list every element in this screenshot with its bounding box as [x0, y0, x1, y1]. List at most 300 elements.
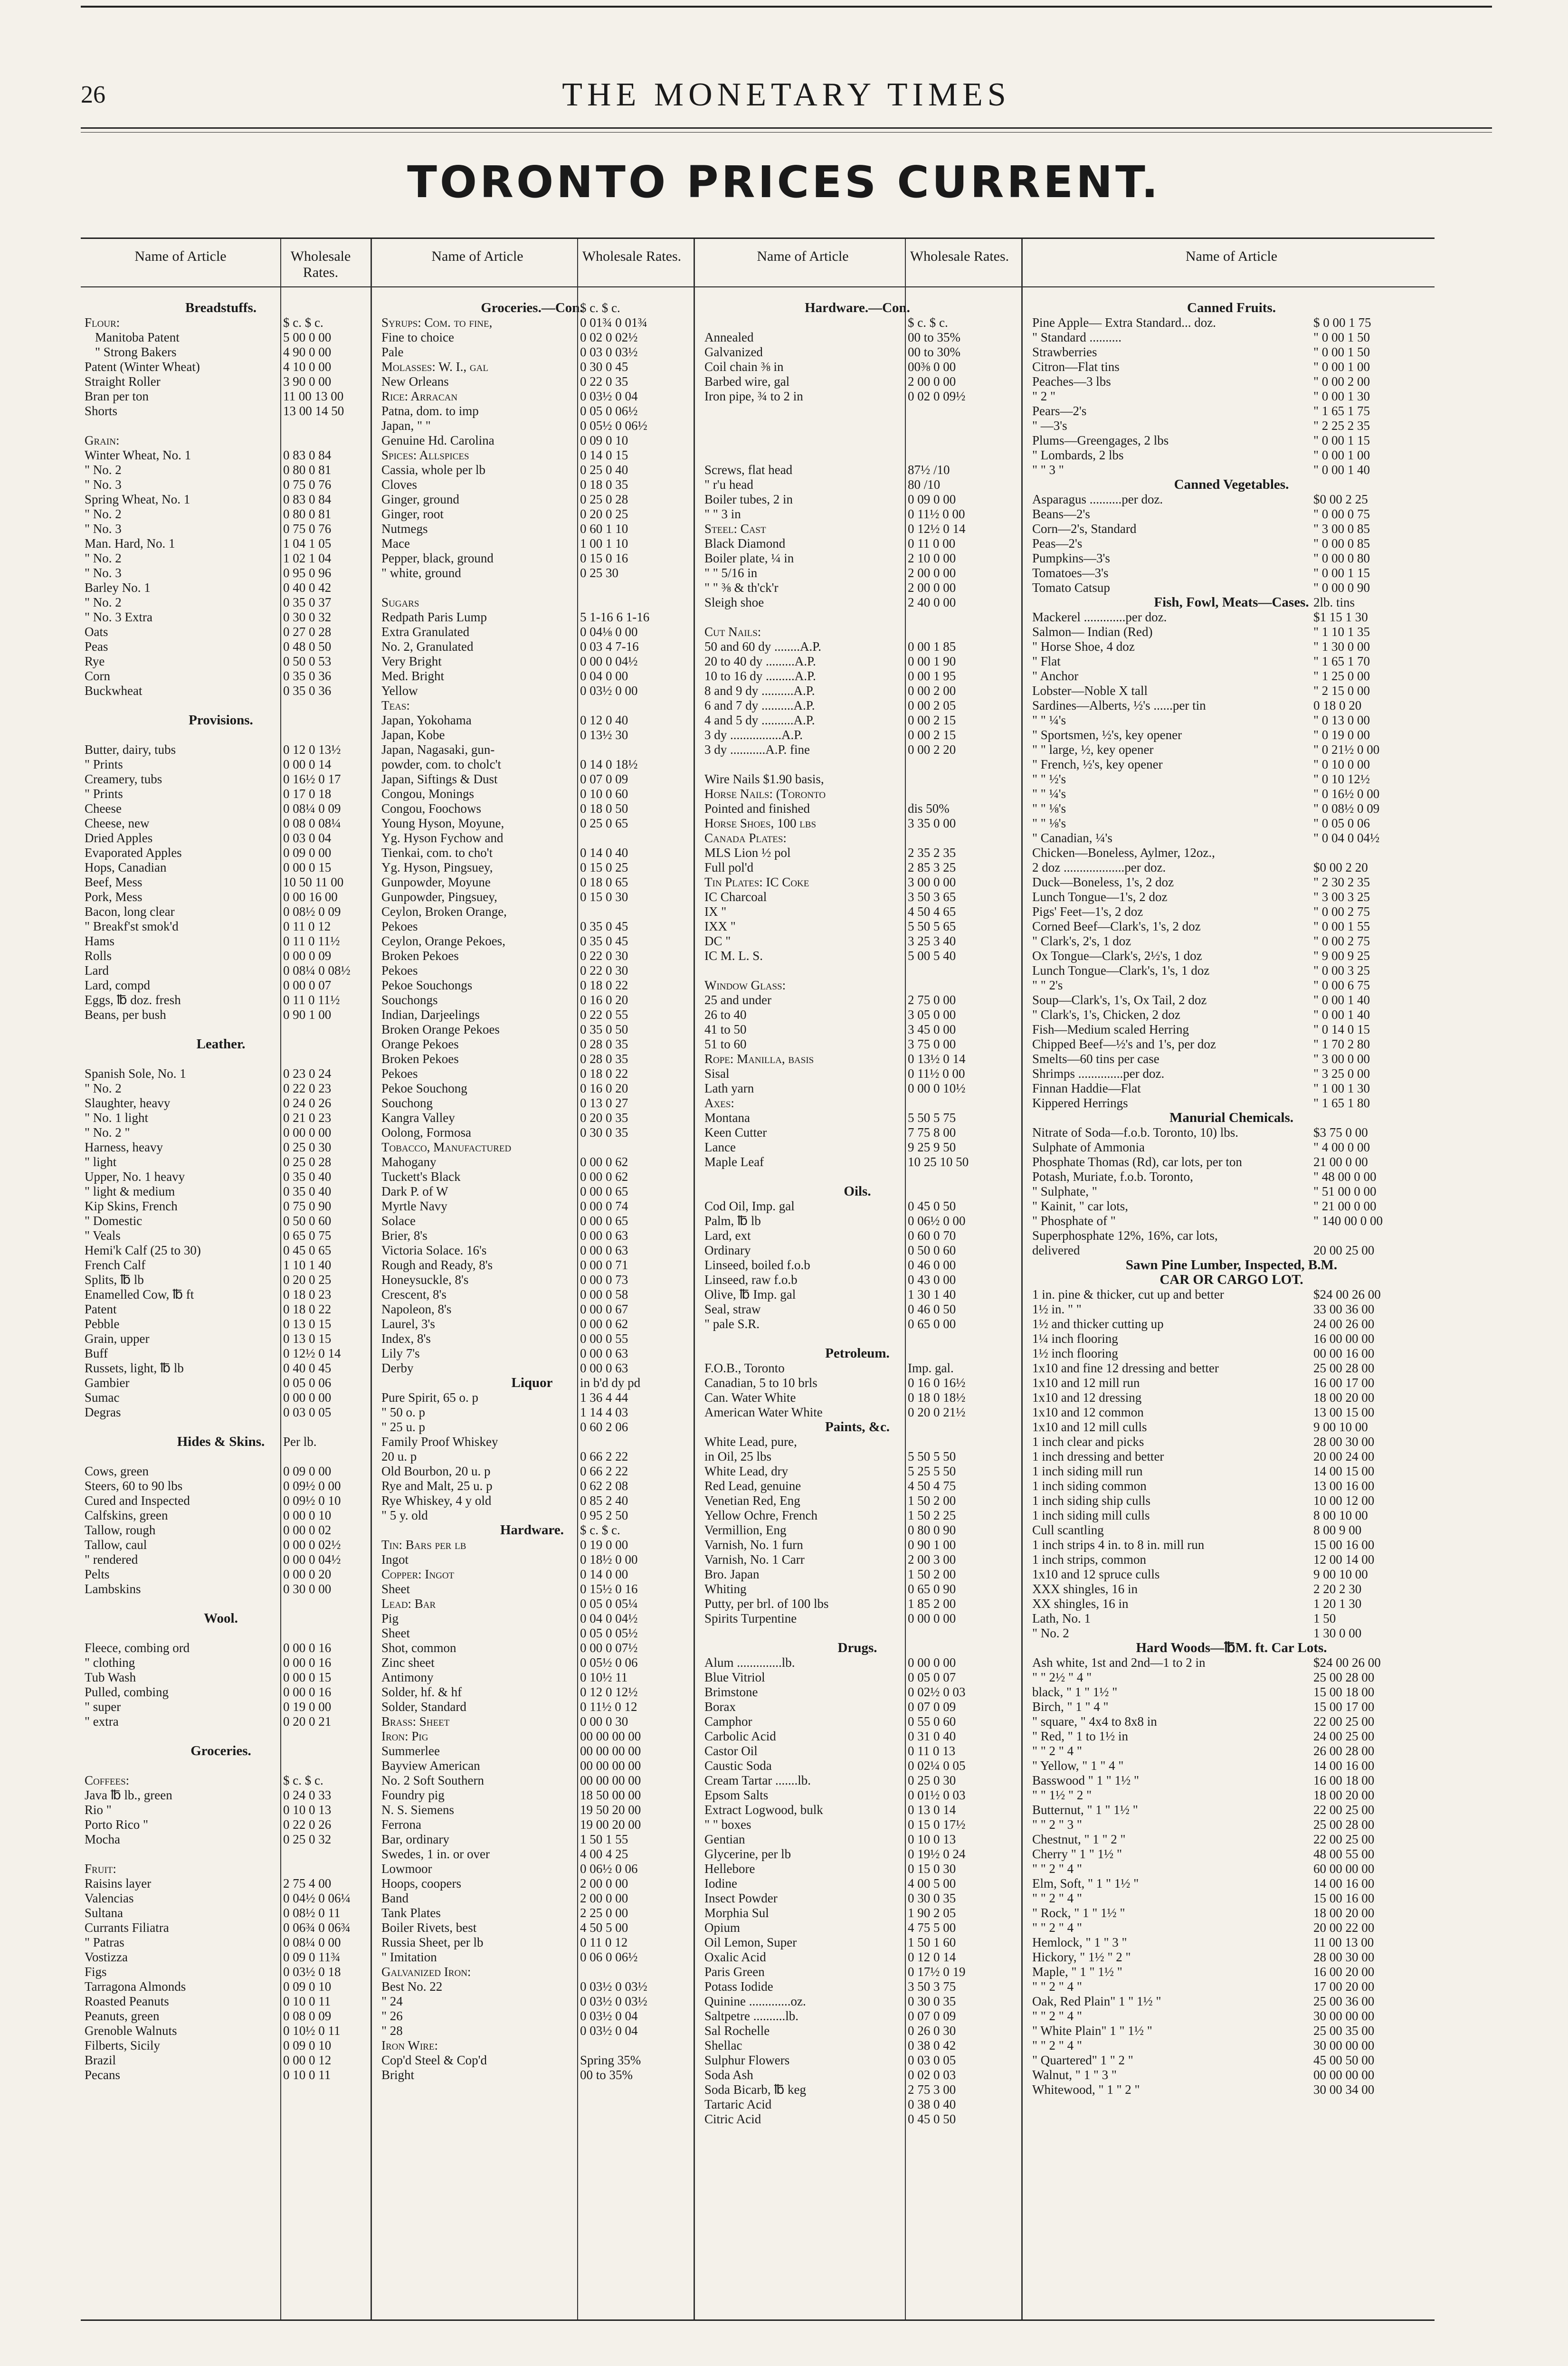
- price-row: [378, 890, 686, 904]
- article-name: Birch, " 1 " 4 ": [1032, 1700, 1109, 1714]
- price-table: [81, 238, 1435, 2321]
- price-row: [81, 1125, 361, 1140]
- article-name: Chicken—Boneless, Aylmer, 12oz.,: [1032, 846, 1215, 860]
- price-row: [1028, 1420, 1435, 1435]
- wholesale-rate: 2 00 0 00: [908, 580, 956, 595]
- wholesale-rate: 0 11½ 0 12: [580, 1700, 637, 1714]
- wholesale-rate: 0 00 0 15: [283, 1670, 332, 1684]
- article-name: Varnish, No. 1 furn: [704, 1538, 803, 1552]
- price-row: [378, 492, 686, 507]
- price-row: [1028, 831, 1435, 846]
- wholesale-rate: " 0 00 1 50: [1313, 330, 1370, 344]
- section-heading: [701, 1641, 1014, 1655]
- wholesale-rate: 0 10 0 11: [283, 1994, 331, 2008]
- price-row: [1028, 2068, 1435, 2082]
- article-name: N. S. Siemens: [381, 1803, 455, 1817]
- wholesale-rate: 0 50 0 60: [908, 1243, 956, 1257]
- article-name: Brass: Sheet: [381, 1714, 450, 1729]
- wholesale-rate: 5 00 0 00: [283, 330, 332, 344]
- price-row: [378, 625, 686, 639]
- article-name: Pumpkins—3's: [1032, 551, 1110, 565]
- price-row: [378, 1817, 686, 1832]
- price-row: [1028, 1066, 1435, 1081]
- wholesale-rate: 0 00 2 15: [908, 728, 956, 742]
- price-row: [1028, 404, 1435, 418]
- price-row: [1028, 1729, 1435, 1744]
- wholesale-rate: 0 00 0 15: [283, 860, 332, 874]
- article-name: Sugars: [381, 595, 419, 609]
- article-name: " " 5/16 in: [704, 566, 758, 580]
- article-name: Bran per ton: [85, 389, 149, 403]
- wholesale-rate: 24 00 25 00: [1313, 1729, 1375, 1743]
- price-row: [1028, 801, 1435, 816]
- wholesale-rate: $ c. $ c.: [283, 1773, 323, 1787]
- wholesale-rate: 5 00 5 40: [908, 949, 956, 963]
- price-row: [378, 816, 686, 831]
- article-name: black, " 1 " 1½ ": [1032, 1685, 1118, 1699]
- wholesale-rate: 1 00 1 10: [580, 536, 628, 551]
- price-row: [378, 1626, 686, 1641]
- price-row: [1028, 934, 1435, 949]
- price-row: [81, 1390, 361, 1405]
- wholesale-rate: 0 09 0 10: [283, 1979, 332, 1994]
- wholesale-rate: 4 00 5 00: [908, 1876, 956, 1891]
- wholesale-rate: 0 55 0 60: [908, 1714, 956, 1729]
- wholesale-rate: 5 25 5 50: [908, 1464, 956, 1478]
- wholesale-rate: 1 50 1 60: [908, 1935, 956, 1949]
- wholesale-rate: 0 02 0 03: [908, 2068, 956, 2082]
- wholesale-rate: 0 83 0 84: [283, 492, 332, 506]
- price-row: [1028, 1287, 1435, 1302]
- article-name: Flour:: [85, 315, 120, 330]
- section-title: Leather.: [196, 1037, 246, 1052]
- price-row: [378, 1331, 686, 1346]
- price-row: [1028, 1965, 1435, 1979]
- price-row: [701, 1965, 1014, 1979]
- wholesale-rate: " 0 19 0 00: [1313, 728, 1370, 742]
- price-row: [1028, 1611, 1435, 1626]
- article-name: Black Diamond: [704, 536, 786, 551]
- price-row: [701, 1464, 1014, 1479]
- wholesale-rate: " 51 00 0 00: [1313, 1184, 1377, 1198]
- wholesale-rate: 0 18½ 0 00: [580, 1552, 638, 1567]
- article-name: Galvanized: [704, 345, 763, 359]
- wholesale-rate: 0 14 0 15: [580, 448, 628, 462]
- article-name: " Flat: [1032, 654, 1061, 668]
- article-name: Pointed and finished: [704, 801, 810, 816]
- price-row: [81, 904, 361, 919]
- price-row: [378, 1744, 686, 1758]
- wholesale-rate: 0 11 0 00: [908, 536, 956, 551]
- article-name: Solace: [381, 1214, 416, 1228]
- spacer-row: [701, 418, 1014, 433]
- article-name: Citric Acid: [704, 2112, 761, 2126]
- price-row: [1028, 846, 1435, 860]
- spacer-row: [378, 580, 686, 595]
- wholesale-rate: 0 46 0 00: [908, 1258, 956, 1272]
- article-name: 10 to 16 dy .........A.P.: [704, 669, 816, 683]
- wholesale-rate: 0 22 0 23: [283, 1081, 332, 1095]
- price-row: [1028, 625, 1435, 639]
- price-row: [1028, 1523, 1435, 1538]
- price-row: [81, 787, 361, 801]
- price-row: [81, 890, 361, 904]
- wholesale-rate: 0 15 0 25: [580, 860, 628, 874]
- price-row: [1028, 684, 1435, 698]
- article-name: Elm, Soft, " 1 " 1½ ": [1032, 1876, 1139, 1891]
- price-row: [378, 1096, 686, 1111]
- wholesale-rate: 00⅜ 0 00: [908, 360, 956, 374]
- article-name: Beans—2's: [1032, 507, 1090, 521]
- article-name: Cloves: [381, 477, 418, 492]
- wholesale-rate: 20 00 22 00: [1313, 1920, 1375, 1935]
- column-divider: [1021, 239, 1023, 2319]
- wholesale-rate: 0 14 0 18½: [580, 757, 638, 771]
- price-row: [81, 1817, 361, 1832]
- price-row: [81, 846, 361, 860]
- wholesale-rate: 0 16 0 20: [580, 1081, 628, 1095]
- price-row: [701, 536, 1014, 551]
- article-name: Rolls: [85, 949, 112, 963]
- price-row: [81, 1199, 361, 1214]
- price-row: [1028, 1817, 1435, 1832]
- wholesale-rate: 10 25 10 50: [908, 1155, 969, 1169]
- price-row: [701, 1891, 1014, 1906]
- wholesale-rate: 4 00 4 25: [580, 1847, 628, 1861]
- wholesale-rate: 2 35 2 35: [908, 846, 956, 860]
- article-name: Myrtle Navy: [381, 1199, 447, 1213]
- price-row: [701, 2112, 1014, 2127]
- article-name: Orange Pekoes: [381, 1037, 459, 1051]
- article-name: Ginger, root: [381, 507, 444, 521]
- article-name: Summerlee: [381, 1744, 440, 1758]
- wholesale-rate: 00 to 35%: [908, 330, 960, 344]
- wholesale-rate: 0 00 0 63: [580, 1228, 628, 1243]
- article-name: Ingot: [381, 1552, 409, 1567]
- price-row: [378, 1405, 686, 1420]
- section-heading: [81, 1744, 361, 1758]
- price-row: [701, 919, 1014, 934]
- article-name: Souchongs: [381, 993, 438, 1007]
- wholesale-rate: 00 to 35%: [580, 2068, 633, 2082]
- price-row: [1028, 610, 1435, 625]
- wholesale-rate: 0 00 0 30: [580, 1714, 628, 1729]
- article-name: Lard, compd: [85, 978, 150, 992]
- wholesale-rate: 3 45 0 00: [908, 1022, 956, 1036]
- wholesale-rate: 0 26 0 30: [908, 2024, 956, 2038]
- price-row: [701, 1582, 1014, 1596]
- price-row: [81, 551, 361, 566]
- article-name: " No. 3 Extra: [85, 610, 152, 624]
- price-row: [701, 1111, 1014, 1125]
- article-name: MLS Lion ½ pol: [704, 846, 791, 860]
- price-row: [701, 2038, 1014, 2053]
- article-name: Tallow, caul: [85, 1538, 147, 1552]
- price-row: [378, 787, 686, 801]
- wholesale-rate: 0 16½ 0 17: [283, 772, 341, 786]
- wholesale-rate: 0 00 0 58: [580, 1287, 628, 1302]
- wholesale-rate: 0 09½ 0 10: [283, 1493, 341, 1508]
- price-row: [378, 595, 686, 610]
- price-row: [81, 389, 361, 404]
- price-row: [81, 1655, 361, 1670]
- price-row: [1028, 1538, 1435, 1552]
- wholesale-rate: 1 36 4 44: [580, 1390, 628, 1405]
- wholesale-rate: 0 02 0 02½: [580, 330, 638, 344]
- article-name: Oxalic Acid: [704, 1950, 766, 1964]
- price-row: [378, 345, 686, 360]
- price-row: [378, 1891, 686, 1906]
- price-row: [81, 919, 361, 934]
- article-name: " pale S.R.: [704, 1317, 760, 1331]
- article-name: Canadian, 5 to 10 brls: [704, 1376, 817, 1390]
- wholesale-rate: 10 00 12 00: [1313, 1493, 1375, 1508]
- masthead-rule: [81, 127, 1492, 129]
- article-name: Sulphur Flowers: [704, 2053, 790, 2067]
- spacer-row: [701, 448, 1014, 463]
- wholesale-rate: 0 25 0 32: [283, 1832, 332, 1846]
- wholesale-rate: 15 00 16 00: [1313, 1538, 1375, 1552]
- article-name: Sal Rochelle: [704, 2024, 770, 2038]
- article-name: Upper, No. 1 heavy: [85, 1169, 185, 1184]
- price-row: [378, 2053, 686, 2068]
- price-row: [1028, 566, 1435, 580]
- wholesale-rate: 0 20 0 35: [580, 1111, 628, 1125]
- price-row: [701, 1376, 1014, 1390]
- wholesale-rate: 0 25 0 40: [580, 463, 628, 477]
- price-row: [81, 1405, 361, 1420]
- wholesale-rate: 0 25 0 65: [580, 816, 628, 830]
- price-row: [81, 2024, 361, 2038]
- price-row: [81, 1169, 361, 1184]
- wholesale-rate: 48 00 55 00: [1313, 1847, 1375, 1861]
- article-name: Horse Shoes, 100 lbs: [704, 816, 817, 830]
- price-row: [1028, 1140, 1435, 1155]
- wholesale-rate: 15 00 18 00: [1313, 1685, 1375, 1699]
- wholesale-rate: 0 00 0 10½: [908, 1081, 966, 1095]
- article-name: Oats: [85, 625, 108, 639]
- price-row: [81, 1803, 361, 1817]
- price-row: [1028, 433, 1435, 448]
- wholesale-rate: 3 05 0 00: [908, 1007, 956, 1022]
- wholesale-rate: 11 00 13 00: [1313, 1935, 1374, 1949]
- wholesale-rate: 0 14 0 40: [580, 846, 628, 860]
- price-row: [81, 1331, 361, 1346]
- wholesale-rate: 0 00 0 16: [283, 1655, 332, 1670]
- article-name: Oak, Red Plain" 1 " 1½ ": [1032, 1994, 1161, 2008]
- wholesale-rate: $ 0 00 1 75: [1313, 315, 1371, 330]
- price-row: [81, 684, 361, 698]
- article-name: 1x10 and 12 spruce culls: [1032, 1567, 1160, 1581]
- article-name: " Canadian, ¼'s: [1032, 831, 1112, 845]
- price-row: [378, 934, 686, 949]
- price-row: [378, 801, 686, 816]
- wholesale-rate: 0 08¼ 0 08½: [283, 963, 351, 978]
- section-heading: [81, 1611, 361, 1626]
- price-row: [701, 2082, 1014, 2097]
- article-name: Japan, Siftings & Dust: [381, 772, 498, 786]
- price-row: [378, 1935, 686, 1950]
- wholesale-rate: " 48 00 0 00: [1313, 1169, 1377, 1184]
- price-row: [1028, 1685, 1435, 1700]
- wholesale-rate: 0 45 0 50: [908, 1199, 956, 1213]
- price-row: [701, 816, 1014, 831]
- price-row: [81, 1523, 361, 1538]
- article-name: Sulphate of Ammonia: [1032, 1140, 1145, 1154]
- wholesale-rate: 9 00 10 00: [1313, 1420, 1368, 1434]
- wholesale-rate: 1 50 2 25: [908, 1508, 956, 1522]
- price-row: [81, 536, 361, 551]
- article-name: Old Bourbon, 20 u. p: [381, 1464, 491, 1478]
- price-row: [81, 1582, 361, 1596]
- wholesale-rate: 0 00 0 62: [580, 1169, 628, 1184]
- wholesale-rate: $ c. $ c.: [580, 301, 620, 315]
- wholesale-rate: 0 23 0 24: [283, 1066, 332, 1081]
- wholesale-rate: 30 00 34 00: [1313, 2082, 1375, 2097]
- price-row: [378, 1538, 686, 1552]
- article-name: Can. Water White: [704, 1390, 796, 1405]
- wholesale-rate: 0 08¼ 0 09: [283, 801, 341, 816]
- price-row: [378, 772, 686, 787]
- wholesale-rate: 0 11½ 0 00: [908, 1066, 965, 1081]
- article-name: Tub Wash: [85, 1670, 136, 1684]
- wholesale-rate: 0 75 0 76: [283, 522, 332, 536]
- wholesale-rate: 0 27 0 28: [283, 625, 332, 639]
- article-name: " " ¼'s: [1032, 787, 1066, 801]
- wholesale-rate: " 0 00 2 75: [1313, 904, 1370, 919]
- article-name: Fruit:: [85, 1862, 116, 1876]
- price-row: [1028, 1022, 1435, 1037]
- wholesale-rate: " 0 00 1 15: [1313, 433, 1370, 447]
- article-name: Shellac: [704, 2038, 742, 2052]
- price-column-3: [701, 239, 1014, 2319]
- article-name: Coffees:: [85, 1773, 130, 1787]
- price-row: [378, 404, 686, 418]
- price-row: [1028, 1435, 1435, 1449]
- price-row: [1028, 1007, 1435, 1022]
- wholesale-rate: 0 35 0 40: [283, 1169, 332, 1184]
- section-title: Hardware.—Con.: [805, 301, 910, 315]
- price-row: [1028, 1376, 1435, 1390]
- article-name: Venetian Red, Eng: [704, 1493, 800, 1508]
- price-row: [1028, 1493, 1435, 1508]
- article-name: Smelts—60 tins per case: [1032, 1052, 1159, 1066]
- article-name: Straight Roller: [85, 374, 161, 389]
- price-row: [81, 1876, 361, 1891]
- column-header-name: Name of Article: [757, 248, 849, 264]
- price-row: [378, 1508, 686, 1523]
- price-row: [378, 831, 686, 846]
- wholesale-rate: 0 20 0 25: [283, 1273, 332, 1287]
- wholesale-rate: 7 75 8 00: [908, 1125, 956, 1140]
- article-name: " No. 2 ": [85, 1125, 130, 1140]
- price-row: [701, 1758, 1014, 1773]
- price-row: [1028, 757, 1435, 772]
- price-row: [81, 1214, 361, 1228]
- article-name: " square, " 4x4 to 8x8 in: [1032, 1714, 1157, 1729]
- article-name: Lard, ext: [704, 1228, 751, 1243]
- article-name: New Orleans: [381, 374, 449, 389]
- article-name: Roasted Peanuts: [85, 1994, 169, 2008]
- article-name: Redpath Paris Lump: [381, 610, 487, 624]
- wholesale-rate: 2lb. tins: [1313, 595, 1355, 609]
- price-row: [81, 1641, 361, 1655]
- article-name: 3 dy ...........A.P. fine: [704, 742, 810, 757]
- article-name: Vostizza: [85, 1950, 128, 1964]
- page-number: 26: [81, 81, 105, 108]
- wholesale-rate: " 0 00 6 75: [1313, 978, 1370, 992]
- article-name: " clothing: [85, 1655, 135, 1670]
- article-name: No. 2 Soft Southern: [381, 1773, 484, 1787]
- article-name: Young Hyson, Moyune,: [381, 816, 504, 830]
- article-name: " Horse Shoe, 4 doz: [1032, 639, 1135, 654]
- column-header-rates: Wholesale Rates.: [582, 248, 682, 264]
- article-name: Nutmegs: [381, 522, 428, 536]
- article-name: Lobster—Noble X tall: [1032, 684, 1148, 698]
- price-row: [1028, 698, 1435, 713]
- price-row: [701, 580, 1014, 595]
- wholesale-rate: 0 17½ 0 19: [908, 1965, 966, 1979]
- article-name: 1 inch siding common: [1032, 1479, 1147, 1493]
- article-name: Potass Iodide: [704, 1979, 773, 1994]
- wholesale-rate: 0 25 0 28: [580, 492, 628, 506]
- wholesale-rate: 0 31 0 40: [908, 1729, 956, 1743]
- wholesale-rate: 14 00 16 00: [1313, 1758, 1375, 1773]
- section-title: Manurial Chemicals.: [1169, 1111, 1293, 1125]
- wholesale-rate: 0 30 0 00: [283, 1582, 332, 1596]
- section-heading: [378, 1376, 686, 1390]
- price-row: [81, 1228, 361, 1243]
- article-name: Souchong: [381, 1096, 433, 1110]
- article-name: Olive, ℔ Imp. gal: [704, 1287, 796, 1302]
- price-row: [1028, 1302, 1435, 1317]
- article-name: Yellow: [381, 684, 418, 698]
- wholesale-rate: " 0 00 0 80: [1313, 551, 1370, 565]
- price-row: [81, 507, 361, 522]
- wholesale-rate: 0 00 0 10: [283, 1508, 332, 1522]
- wholesale-rate: 19 00 20 00: [580, 1817, 641, 1832]
- wholesale-rate: 0 03½ 0 18: [283, 1965, 341, 1979]
- section-title: Canned Fruits.: [1187, 301, 1276, 315]
- price-row: [81, 1081, 361, 1096]
- wholesale-rate: " 1 00 1 30: [1313, 1081, 1370, 1095]
- price-row: [701, 1125, 1014, 1140]
- wholesale-rate: " 3 25 0 00: [1313, 1066, 1370, 1081]
- wholesale-rate: 5 50 5 65: [908, 919, 956, 933]
- article-name: " No. 2: [85, 551, 122, 565]
- article-name: Bacon, long clear: [85, 904, 175, 919]
- price-row: [378, 1435, 686, 1449]
- price-row: [1028, 890, 1435, 904]
- article-name: " 25 u. p: [381, 1420, 426, 1434]
- section-title: Canned Vegetables.: [1174, 477, 1289, 492]
- price-row: [81, 522, 361, 536]
- article-name: Duck—Boneless, 1's, 2 doz: [1032, 875, 1174, 889]
- article-name: " " 2 " 4 ": [1032, 1920, 1082, 1935]
- article-name: Rough and Ready, 8's: [381, 1258, 493, 1272]
- wholesale-rate: 0 65 0 00: [908, 1317, 956, 1331]
- wholesale-rate: 0 45 0 50: [908, 2112, 956, 2126]
- article-name: 1 inch clear and picks: [1032, 1435, 1144, 1449]
- article-name: Russia Sheet, per lb: [381, 1935, 484, 1949]
- wholesale-rate: 0 10½ 0 11: [283, 2024, 341, 2038]
- price-row: [81, 433, 361, 448]
- wholesale-rate: 18 00 20 00: [1313, 1788, 1375, 1802]
- wholesale-rate: " 0 04 0 04½: [1313, 831, 1380, 845]
- wholesale-rate: 0 00 0 00: [908, 1655, 956, 1670]
- wholesale-rate: 1 85 2 00: [908, 1596, 956, 1611]
- price-row: [81, 1140, 361, 1155]
